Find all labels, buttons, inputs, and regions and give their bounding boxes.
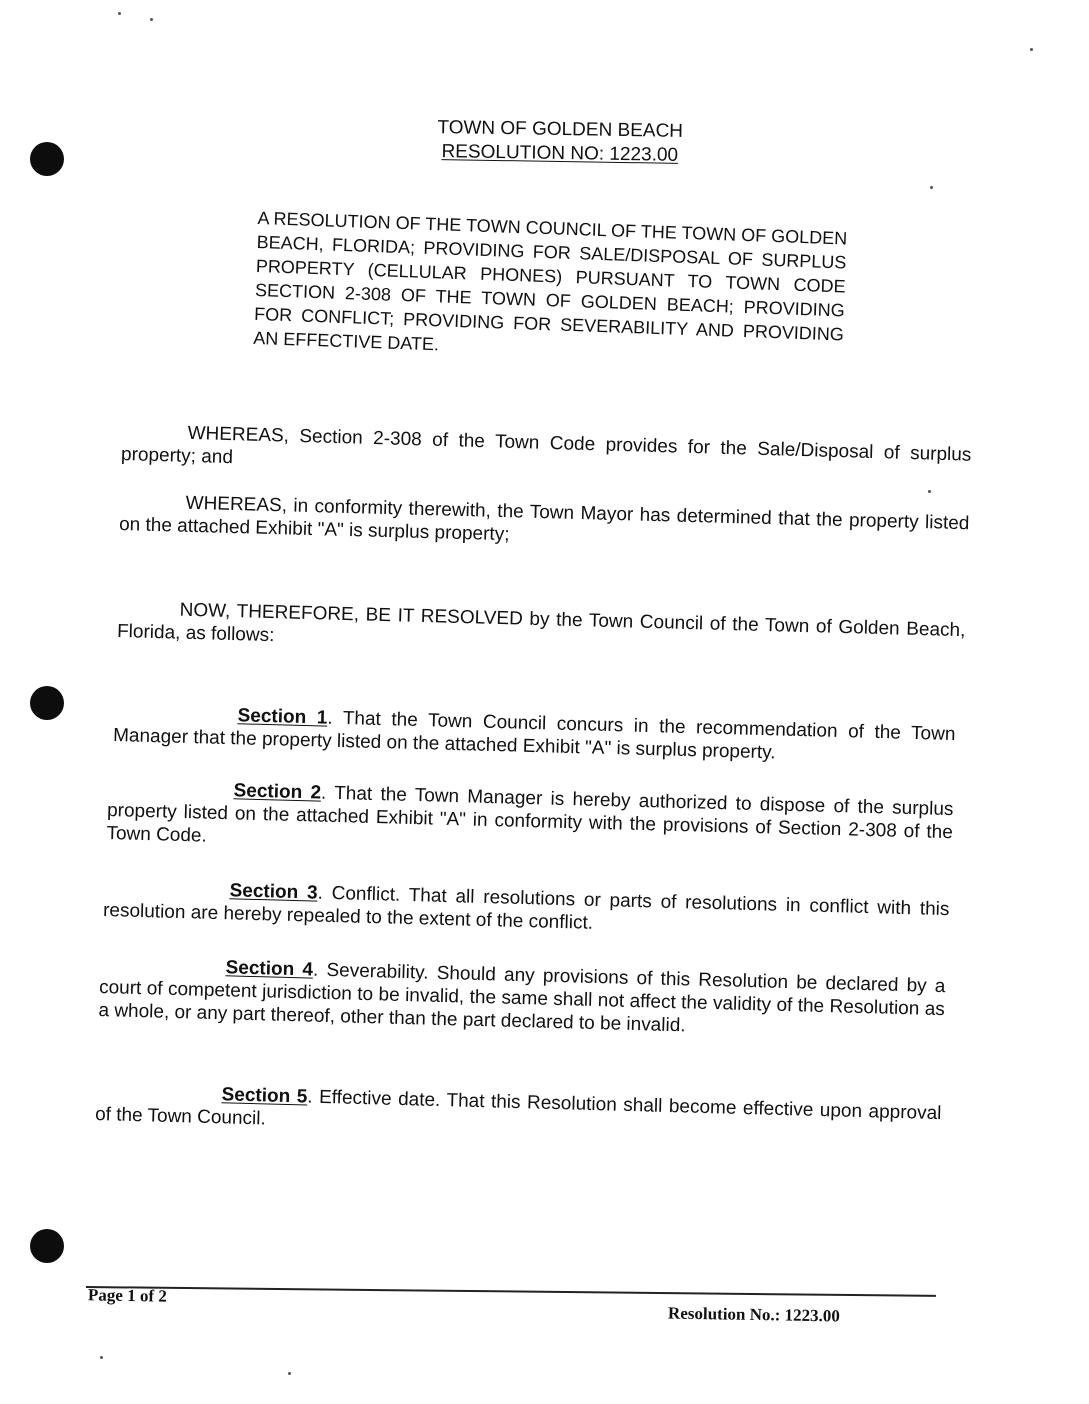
section-4 bbox=[98, 953, 946, 1044]
section-text: . That the Town Manager is hereby authorized to dispose of the surplus property listed on the attached Exhibit "A" in conformity with the provisions of Section 2-308 of the Town Code. bbox=[106, 782, 954, 847]
whereas-clause-1 bbox=[121, 420, 972, 490]
document-title bbox=[420, 116, 701, 168]
resolution-caption: A RESOLUTION OF THE TOWN COUNCIL OF THE TOWN OF GOLDEN BEACH, FLORIDA; PROVIDING FOR SALE/DISPOSAL OF SURPLUS PROPERTY (CELLULAR PHONES) PURSUANT TO TOWN CODE SECTION 2-308 OF THE TOWN OF GOLDEN BEACH; PROVIDING FOR CONFLICT; PROVIDING FOR SEVERABILITY AND PROVIDING AN EFFECTIVE DATE. bbox=[253, 207, 848, 355]
punch-hole bbox=[30, 686, 64, 720]
section-label: Section 2 bbox=[233, 780, 322, 804]
punch-hole bbox=[30, 142, 64, 176]
section-5 bbox=[95, 1080, 942, 1148]
resolution-number: RESOLUTION NO: 1223.00 bbox=[441, 141, 679, 166]
whereas-text: WHEREAS, Section 2-308 of the Town Code provides for the Sale/Disposal of surplus property; and bbox=[120, 422, 972, 469]
whereas-clause-2 bbox=[119, 490, 970, 558]
footer-divider bbox=[86, 1286, 936, 1297]
now-therefore-clause bbox=[117, 597, 966, 665]
scan-speck bbox=[928, 490, 931, 493]
scan-speck bbox=[1030, 48, 1033, 51]
section-label: Section 5 bbox=[221, 1084, 308, 1108]
section-text: . Conflict. That all resolutions or parts of resolutions in conflict with this resolution are hereby repealed to the extent of the conflict. bbox=[102, 882, 950, 934]
scan-speck bbox=[288, 1372, 291, 1375]
now-therefore-text: NOW, THEREFORE, BE IT RESOLVED by the Town Council of the Town of Golden Beach, Florida, as follows: bbox=[116, 599, 966, 647]
page-number: Page 1 of 2 bbox=[87, 1285, 168, 1306]
section-text: . That the Town Council concurs in the recommendation of the Town Manager that the property listed on the attached Exhibit "A" is surplus property. bbox=[112, 707, 956, 764]
section-text: . Effective date. That this Resolution shall become effective upon approval of the Town Council. bbox=[94, 1086, 942, 1130]
whereas-text: WHEREAS, in conformity therewith, the Town Mayor has determined that the property listed on the attached Exhibit "A" is surplus property; bbox=[118, 492, 970, 546]
section-text: . Severability. Should any provisions of this Resolution be declared by a court of competent jurisdiction to be invalid, the same shall not affect the validity of the Resolution as a whole, or any part thereof, other than the part declared to be invalid. bbox=[98, 959, 946, 1037]
section-3 bbox=[103, 876, 950, 944]
town-name: TOWN OF GOLDEN BEACH bbox=[437, 117, 684, 142]
section-2 bbox=[106, 776, 954, 867]
section-label: Section 4 bbox=[225, 957, 314, 981]
footer-resolution-number: Resolution No.: 1223.00 bbox=[667, 1303, 841, 1326]
section-label: Section 1 bbox=[237, 705, 328, 729]
punch-hole bbox=[30, 1229, 64, 1263]
section-label: Section 3 bbox=[229, 880, 318, 904]
section-1 bbox=[113, 701, 956, 769]
scan-speck bbox=[150, 18, 153, 21]
scan-speck bbox=[930, 186, 933, 189]
scan-speck bbox=[100, 1356, 103, 1359]
scan-speck bbox=[118, 12, 121, 15]
